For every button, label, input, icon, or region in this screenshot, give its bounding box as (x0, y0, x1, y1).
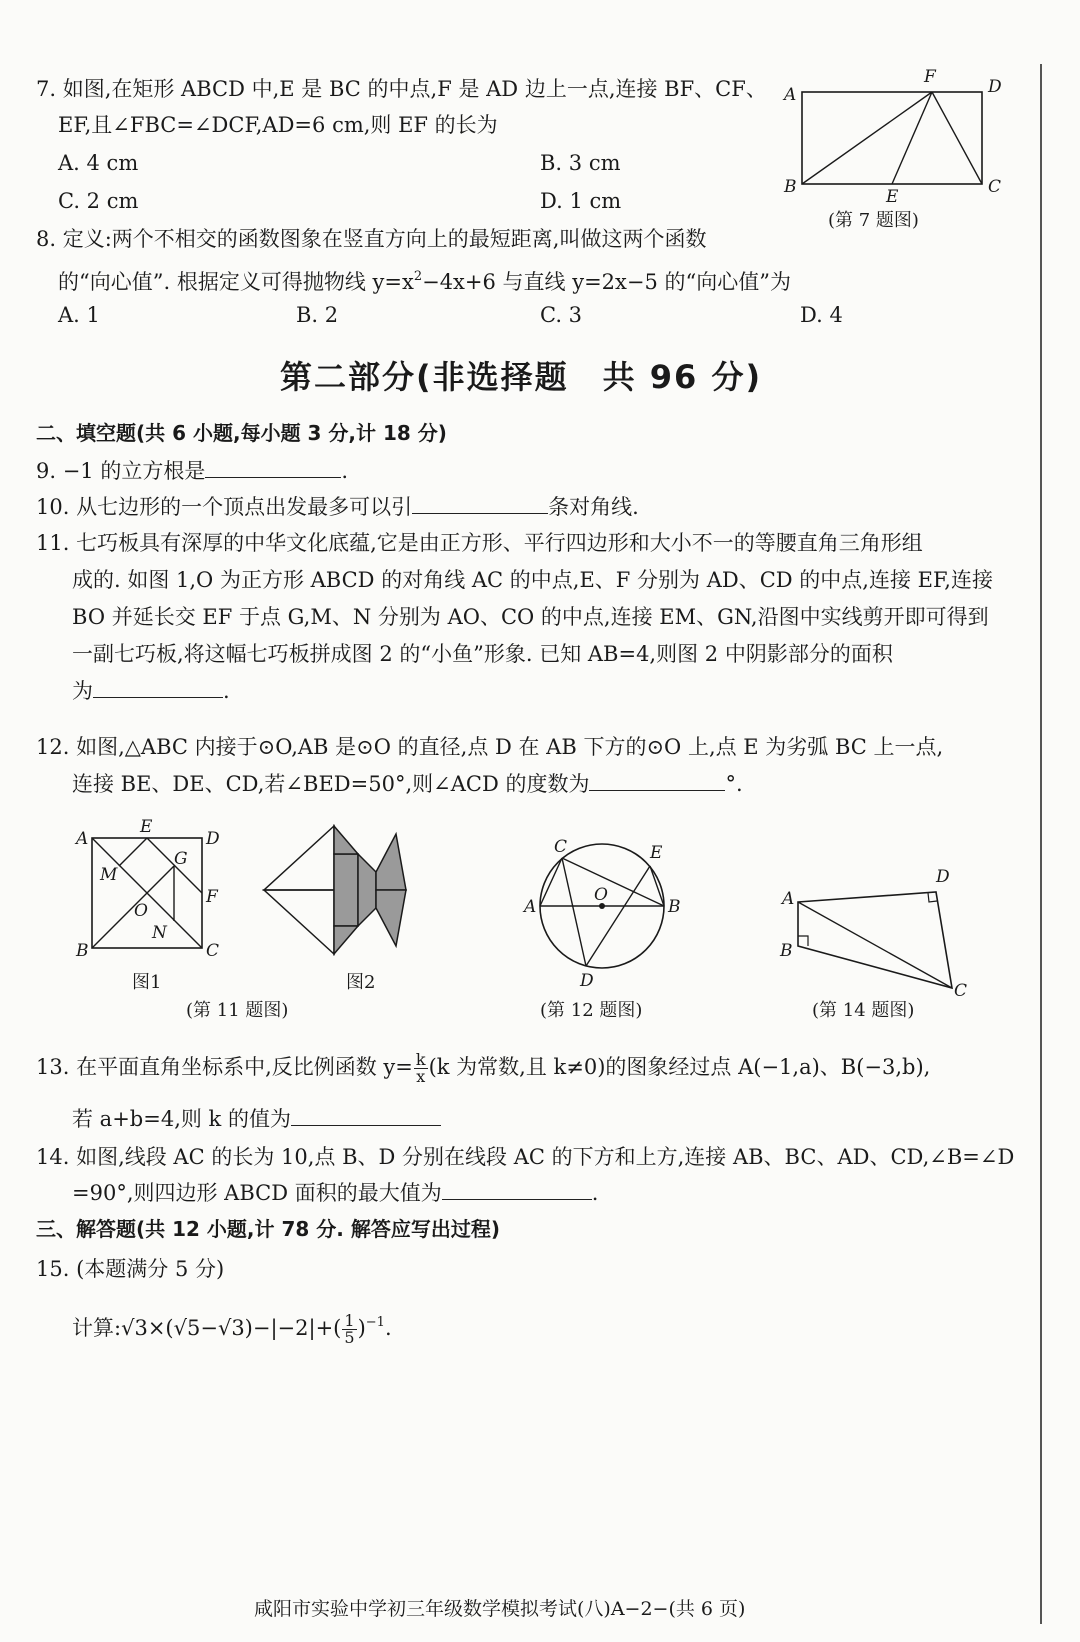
q12-answer-blank (589, 772, 725, 791)
q11-line5: 为 . (72, 679, 230, 703)
q7-figure-caption: (第 7 题图) (828, 210, 919, 231)
fish-body-shaded (334, 854, 358, 926)
q14-answer-blank (442, 1181, 592, 1200)
page-right-border (1040, 64, 1042, 1624)
q11-line1: 11. 七巧板具有深厚的中华文化底蕴,它是由正方形、平行四边形和大小不一的等腰直角三角形组 (36, 531, 923, 555)
q14-figure (770, 860, 970, 1000)
q11-figure1 (70, 817, 240, 1000)
q12-chord-ac (540, 858, 562, 906)
fig1-caption: 图1 (132, 972, 162, 993)
q7-rectangle (802, 92, 982, 184)
q12-figure-caption: (第 12 题图) (540, 1000, 643, 1021)
fig1-label-n: N (152, 923, 167, 943)
page-footer: 咸阳市实验中学初三年级数学模拟考试(八)A−2−(共 6 页) (254, 1598, 746, 1620)
q7-line1: 7. 如图,在矩形 ABCD 中,E 是 BC 的中点,F 是 AD 边上一点,连接 BF、CF、 (36, 77, 767, 101)
fish-tail-bottom-shaded (376, 890, 406, 946)
fig1-label-o: O (134, 901, 148, 921)
fig1-segment-em (119, 838, 147, 866)
q13-line2: 若 a+b=4,则 k 的值为 (72, 1104, 441, 1134)
fig1-label-g: G (174, 849, 188, 869)
q12-label-d: D (580, 971, 594, 991)
q11-line4: 一副七巧板,将这幅七巧板拼成图 2 的“小鱼”形象. 已知 AB=4,则图 2 中阴影部分的面积 (72, 642, 893, 666)
q8-line2: 的“向心值”. 根据定义可得抛物线 $y=x^2-4x+6$ 与直线 y=2x−5 的“向心值”为 (58, 269, 791, 294)
q11-line2: 成的. 如图 1,O 为正方形 ABCD 的对角线 AC 的中点,E、F 分别为 AD、CD 的中点,连接 EF,连接 (72, 568, 993, 592)
q8-option-c: C. 3 (540, 303, 583, 327)
q7-option-b: B. 3 cm (540, 151, 621, 175)
q7-label-b: B (784, 177, 797, 197)
q7-option-c: C. 2 cm (58, 189, 139, 213)
q7-line2: EF,且∠FBC=∠DCF,AD=6 cm,则 EF 的长为 (58, 113, 498, 137)
q7-label-f: F (924, 67, 936, 87)
section2-heading: 二、填空题(共 6 小题,每小题 3 分,计 18 分) (36, 421, 447, 445)
part2-title: 第二部分(非选择题 共 96 分) (280, 358, 763, 396)
q7-label-c: C (988, 177, 1002, 197)
q15-title: 15. (本题满分 5 分) (36, 1257, 225, 1281)
q11-line3: BO 并延长交 EF 于点 G,M、N 分别为 AO、CO 的中点,连接 EM、GN,沿图中实线剪开即可得到 (72, 605, 989, 629)
q8-option-d: D. 4 (800, 303, 843, 327)
fish-fin-top-shaded (334, 826, 358, 854)
q12-label-a: A (524, 897, 537, 917)
q9-text: 9. −1 的立方根是 . (36, 459, 349, 483)
q14-line2: =90°,则四边形 ABCD 面积的最大值为 . (72, 1181, 599, 1205)
q12-figure (510, 826, 700, 996)
q11-figure-caption: (第 11 题图) (186, 1000, 289, 1021)
q7-label-d: D (988, 77, 1002, 97)
fish-fin-bottom-shaded (334, 926, 358, 954)
q14-label-a: A (782, 889, 795, 909)
q12-chord-cd (562, 858, 586, 966)
q14-label-d: D (936, 867, 950, 887)
q12-line1: 12. 如图,△ABC 内接于⊙O,AB 是⊙O 的直径,点 D 在 AB 下方的⊙O 上,点 E 为劣弧 BC 上一点, (36, 735, 944, 759)
q12-label-c: C (554, 837, 568, 857)
q10-text: 10. 从七边形的一个顶点出发最多可以引 条对角线. (36, 495, 639, 519)
q15-expression: 计算:√3×(√5−√3)−|−2|+( $\frac{1}{5}$ )$^{-1}$. (72, 1311, 392, 1347)
q7-label-a: A (784, 85, 797, 105)
q7-option-d: D. 1 cm (540, 189, 622, 213)
q11-figure2 (256, 820, 456, 1000)
fig1-label-b: B (76, 941, 89, 961)
q12-label-b: B (668, 897, 681, 917)
fig1-label-m: M (100, 865, 118, 885)
fig1-label-d: D (206, 829, 220, 849)
q14-right-angle-b (798, 936, 808, 946)
fish-tail-top-shaded (376, 834, 406, 890)
q13-fraction: $\frac{k}{x}$ (415, 1050, 426, 1086)
q14-figure-caption: (第 14 题图) (812, 1000, 915, 1021)
q14-quadrilateral (798, 892, 952, 988)
q7-segment-cf (932, 92, 982, 184)
q13-line1: 13. 在平面直角坐标系中,反比例函数 y= $\frac{k}{x}$ (k 为常数,且 k≠0)的图象经过点 A(−1,a)、B(−3,b), (36, 1050, 931, 1086)
q12-label-o: O (594, 885, 608, 905)
q12-label-e: E (650, 843, 663, 863)
q14-label-b: B (780, 941, 793, 961)
fig1-label-e: E (140, 817, 153, 837)
q13-answer-blank (291, 1107, 441, 1126)
q14-line1: 14. 如图,线段 AC 的长为 10,点 B、D 分别在线段 AC 的下方和上方,连接 AB、BC、AD、CD,∠B=∠D (36, 1145, 1015, 1169)
q10-answer-blank (412, 495, 548, 514)
q12-chord-de (586, 866, 650, 966)
q12-line2: 连接 BE、DE、CD,若∠BED=50°,则∠ACD 的度数为 °. (72, 772, 743, 796)
q7-option-a: A. 4 cm (58, 151, 139, 175)
q9-answer-blank (205, 459, 341, 478)
q8-option-b: B. 2 (296, 303, 339, 327)
q8-line1: 8. 定义:两个不相交的函数图象在竖直方向上的最短距离,叫做这两个函数 (36, 227, 707, 251)
fig1-label-a: A (76, 829, 89, 849)
q7-figure (760, 66, 1010, 236)
fish-mid-shaded (358, 854, 376, 926)
q15-fraction: $\frac{1}{5}$ (344, 1311, 355, 1347)
q11-answer-blank (93, 679, 223, 698)
fish-head-top (264, 826, 334, 890)
fig1-label-f: F (206, 887, 218, 907)
fig2-caption: 图2 (346, 972, 376, 993)
section3-heading: 三、解答题(共 12 小题,计 78 分. 解答应写出过程) (36, 1217, 500, 1241)
q14-diagonal-ac (798, 902, 952, 988)
fish-head-bottom (264, 890, 334, 954)
fig1-label-c: C (206, 941, 220, 961)
q14-label-c: C (954, 981, 968, 1001)
q7-label-e: E (886, 187, 899, 207)
q8-option-a: A. 1 (58, 303, 100, 327)
